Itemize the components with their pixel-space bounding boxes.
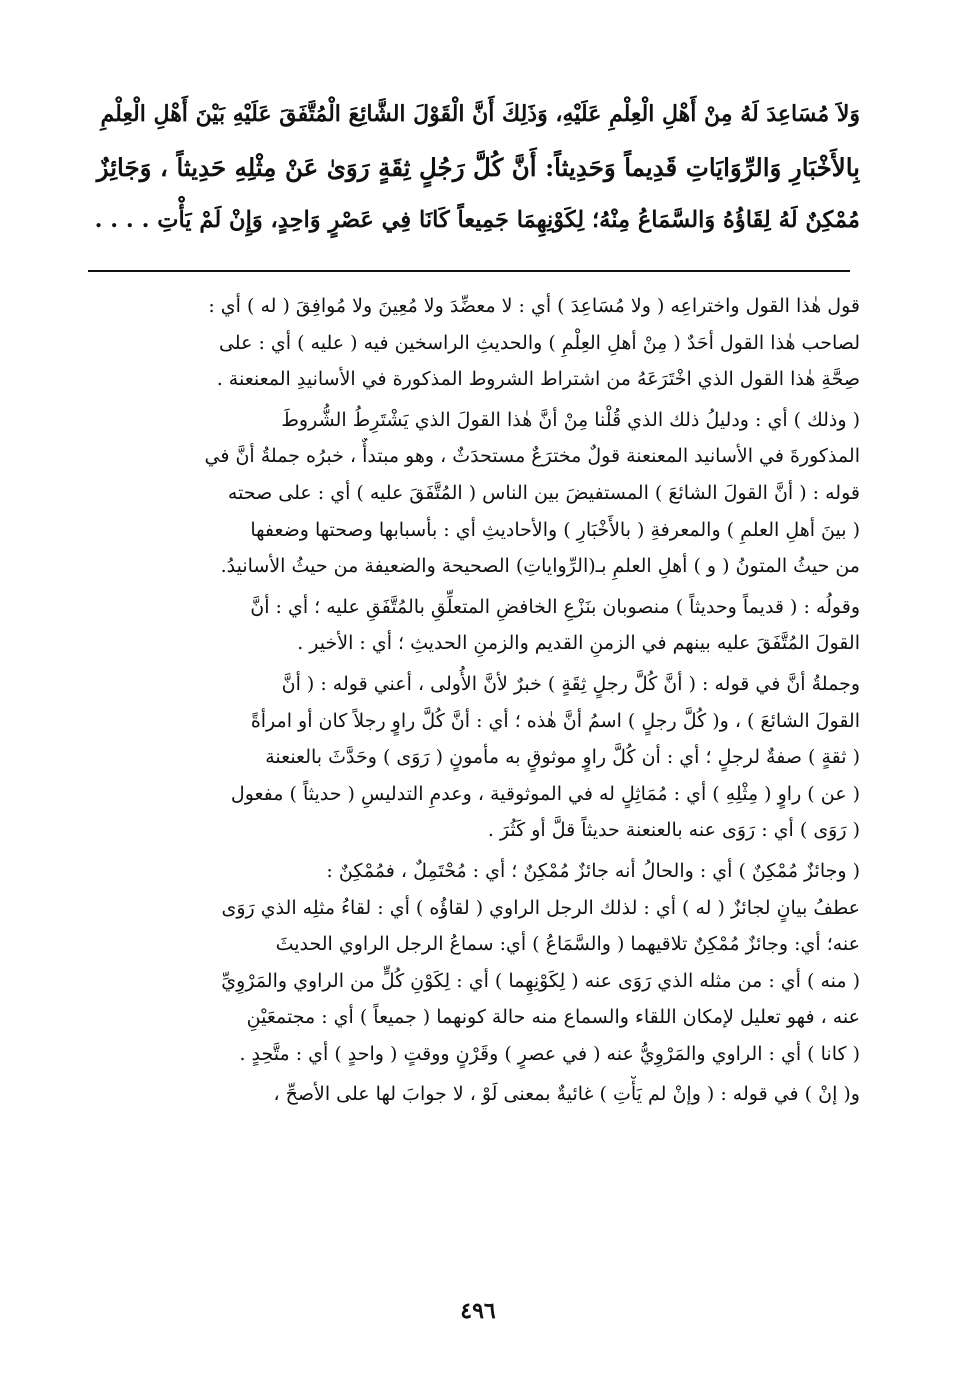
commentary-line: ( كانا ) أي : الراوي والمَرْوِيُّ عنه ( في عصرٍ ) وقَرْنٍ ووقتٍ ( واحدٍ ) أي : متَّحِدٍ . — [239, 1042, 860, 1065]
commentary-line: ( وجائزٌ مُمْكِنٌ ) أي : والحالُ أنه جائزٌ مُمْكِنٌ ؛ أي : مُحْتَمِلٌ ، فمُمْكِنٌ : — [326, 859, 860, 882]
separator-rule — [88, 270, 850, 272]
commentary-line: عنه؛ أي: وجائزٌ مُمْكِنٌ تلاقيهما ( والسَّمَاعُ ) أي: سماعُ الرجل الراوي الحديثَ — [275, 933, 860, 956]
commentary-line: ( منه ) أي : من مثله الذي رَوَى عنه ( لِكَوْنِهِما ) أي : لِكَوْنِ كُلٍّ من الراوي والمَرْوِيِّ — [221, 969, 860, 992]
commentary-line: ( رَوَى ) أي : رَوَى عنه بالعنعنة حديثاً قلَّ أو كَثُرَ . — [487, 819, 860, 842]
commentary-text — [90, 288, 860, 1113]
matn-line: مُمْكِنٌ لَهُ لِقَاؤُهُ وَالسَّمَاعُ مِنْهُ؛ لِكَوْنِهِمَا جَمِيعاً كَانَا فِي عَصْرٍ وَاحِدٍ، وَإِنْ لَمْ يَأْتِ . . . . — [94, 207, 860, 233]
page-number: ٤٩٦ — [460, 1298, 496, 1324]
matn-line: وَلاَ مُسَاعِدَ لَهُ مِنْ أَهْلِ الْعِلْمِ عَلَيْهِ، وَذَلِكَ أَنَّ الْقَوْلَ الشَّائِعَ الْمُتَّفَقَ عَلَيْهِ بَيْنَ أَهْلِ الْعِلْمِ — [100, 101, 860, 127]
commentary-line: وجملةُ أنَّ في قوله : ( أنَّ كُلَّ رجلٍ ثِقَةٍ ) خبرٌ لأنَّ الأُولى ، أعني قوله : ( أنَّ — [281, 672, 860, 695]
commentary-line: قول هٰذا القول واختراعِه ( ولا مُسَاعِدَ ) أي : لا معضِّدَ ولا مُعِينَ ولا مُوافِقَ ( له ) أي : — [208, 295, 860, 317]
commentary-line: و( إنْ ) في قوله : ( وإنْ لم يَأْتِ ) غائيةٌ بمعنى لَوْ ، لا جوابَ لها على الأصحِّ ، — [273, 1083, 860, 1106]
commentary-line: عطفُ بيانٍ لجائزٌ ( له ) أي : لذلك الرجل الراوي ( لقاؤُه ) أي : لقاءُ مثلِه الذي رَوَى — [221, 896, 860, 919]
commentary-line: القولَ الشائعَ ) ، و( كُلَّ رجلٍ ) اسمُ أنَّ هٰذه ؛ أي : أنَّ كُلَّ راوٍ رجلاً كان أو امرأةً — [250, 709, 860, 732]
matn-line: بِالأَخْبَارِ وَالرِّوَايَاتِ قَدِيماً وَحَدِيثاً: أَنَّ كُلَّ رَجُلٍ ثِقَةٍ رَوَىٰ عَنْ مِثْلِهِ حَدِيثاً ، وَجَائِزٌ — [96, 153, 860, 182]
commentary-line: القولَ المُتَّفَقَ عليه بينهم في الزمنِ القديم والزمنِ الحديثِ ؛ أي : الأخير . — [297, 632, 860, 655]
commentary-line: ( بينَ أهلِ العلمِ ) والمعرفةِ ( بالأَخْبَارِ ) والأحاديثِ أي : بأسبابها وصحتها وضعفها — [250, 518, 860, 541]
commentary-line: ( عن ) راوٍ ( مِثْلِهِ ) أي : مُمَاثِلٍ له في الموثوقية ، وعدمِ التدليسِ ( حديثاً ) مفعول — [230, 782, 860, 805]
main-text — [90, 88, 860, 247]
page-body — [90, 88, 860, 1113]
commentary-line: ( ثقةٍ ) صفةٌ لرجلٍ ؛ أي : أن كُلَّ راوٍ موثوقٍ به مأمونٍ ( رَوَى ) وحَدَّثَ بالعنعنة — [265, 746, 860, 769]
commentary-line: وقولُه : ( قديماً وحديثاً ) منصوبان بنَزْعِ الخافضِ المتعلِّقِ بالمُتَّفَقِ عليه ؛ أي : أنَّ — [250, 595, 860, 618]
commentary-line: عنه ، فهو تعليل لإمكان اللقاء والسماع منه حالة كونهما ( جميعاً ) أي : مجتمعَيْنِ — [246, 1006, 860, 1029]
commentary-line: المذكورةَ في الأسانيد المعنعنة قولٌ مخترَعٌ مستحدَثٌ ، وهو مبتدأٌ ، خبرُه جملةُ أنَّ في — [204, 445, 860, 468]
commentary-line: ( وذلك ) أي : ودليلُ ذلك الذي قُلْنا مِنْ أنَّ هٰذا القولَ الذي يَشْتَرِطُ الشُّروطَ — [281, 408, 860, 431]
commentary-line: قوله : ( أنَّ القولَ الشائعَ ) المستفيضَ بين الناس ( المُتَّفَقَ عليه ) أي : على صحته — [227, 481, 860, 504]
commentary-line: من حيثُ المتونُ ( و ) أهلِ العلمِ بـ(الرِّواياتِ) الصحيحة والضعيفة من حيثُ الأسانيدُ. — [220, 555, 860, 578]
commentary-line: صِحَّةِ هٰذا القول الذي اخْتَرَعَهُ من اشتراط الشروط المذكورة في الأسانيدِ المعنعنة . — [216, 368, 860, 391]
commentary-line: لصاحب هٰذا القول أحَدٌ ( مِنْ أهلِ العِلْمِ ) والحديثِ الراسخين فيه ( عليه ) أي : على — [218, 331, 860, 354]
